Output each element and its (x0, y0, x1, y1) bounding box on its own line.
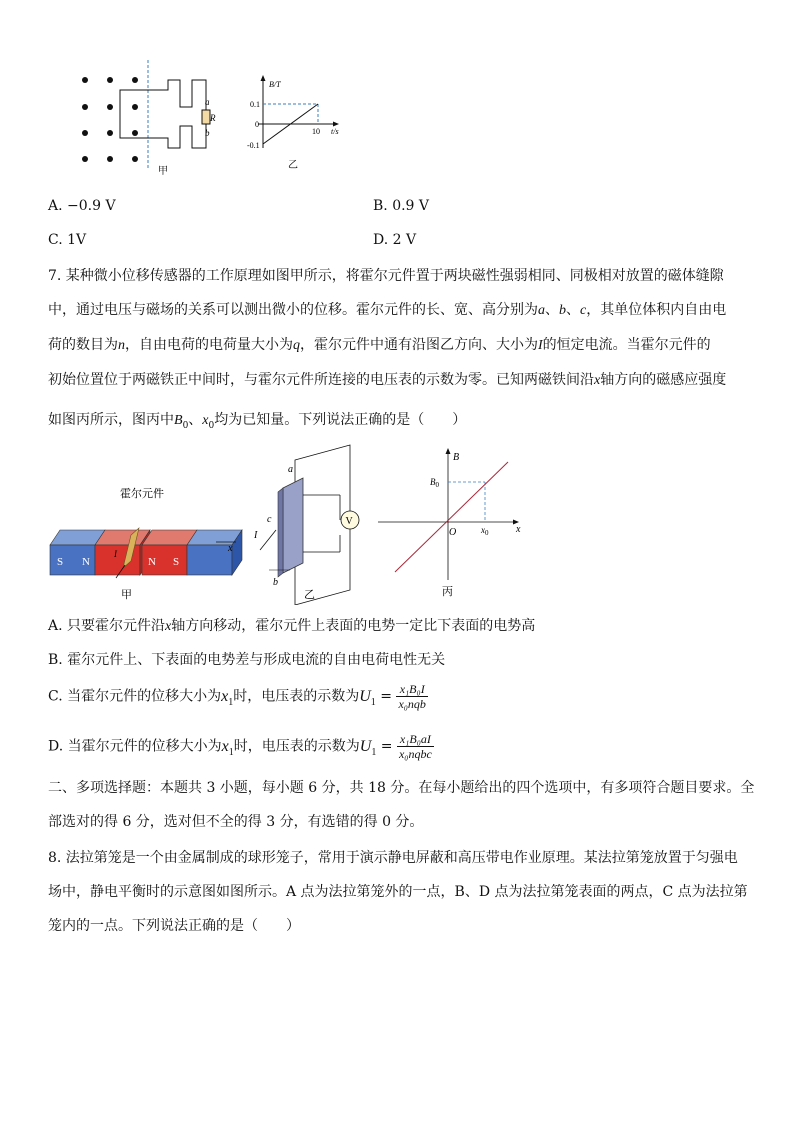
tick-01: 0.1 (250, 100, 260, 109)
section2-line-2: 部选对的得 6 分，选对但不全的得 3 分，有选错的得 0 分。 (48, 814, 424, 830)
b-axis-label: B/T (269, 80, 281, 89)
b-axis-label-bing: B (453, 452, 460, 463)
tick-10: 10 (312, 127, 320, 136)
q7-line-1: 7. 某种微小位移传感器的工作原理如图甲所示，将霍尔元件置于两块磁性强弱相同、同极相对放置的磁体缝隙 (48, 268, 724, 284)
magnet-n-right: N (148, 556, 156, 568)
q7-figure (40, 440, 540, 605)
label-a: a (205, 97, 210, 107)
q6-option-b: B. 0.9 V (373, 198, 430, 214)
label-jia: 甲 (158, 166, 168, 177)
label-c-yi: c (267, 514, 272, 525)
voltmeter-label: V (345, 516, 353, 527)
label-r: R (210, 113, 216, 123)
label-bing: 丙 (442, 586, 453, 598)
resistor-r (202, 110, 210, 124)
fraction-c: $\frac{\text{x₁B₀I}}{\text{x₀nqb}}$ (398, 682, 426, 711)
hall-plate-yi (283, 478, 303, 573)
q7-option-b: B. 霍尔元件上、下表面的电势差与形成电流的自由电荷电性无关 (48, 652, 446, 668)
magnet-s-left: S (57, 556, 64, 568)
tick-m01: -0.1 (247, 141, 260, 150)
q8-line-3: 笼内的一点。下列说法正确的是（ ） (48, 918, 300, 934)
current-i-left: I (114, 549, 117, 559)
label-yi-7: 乙 (304, 589, 315, 601)
q7-option-c: C. 当霍尔元件的位移大小为$x_1$时，电压表的示数为$U_1$ = $\frac{\text{x₁B₀I}}{\text{x₀nqb}}$ (48, 682, 426, 711)
tick-0: 0 (255, 120, 259, 129)
q8-line-1: 8. 法拉第笼是一个由金属制成的球形笼子，常用于演示静电屏蔽和高压带电作业原理。某法拉第笼放置于匀强电 (48, 850, 738, 866)
label-jia-7: 甲 (121, 589, 132, 601)
current-i-yi: I (254, 530, 258, 541)
x-axis-label-bing: x (516, 524, 521, 535)
magnet-s-right: S (173, 556, 180, 568)
coil-loop (120, 80, 206, 148)
q6-figure (60, 50, 360, 180)
right-magnet (142, 530, 242, 575)
label-b: b (205, 128, 210, 138)
x0-label: $x_0$ (481, 525, 489, 537)
q7-line-2: 中，通过电压与磁场的关系可以测出微小的位移。霍尔元件的长、宽、高分别为a、b、c，其单位体积内自由电 (48, 302, 727, 318)
q6-option-c: C. 1V (48, 232, 87, 248)
q7-line-5: 如图丙所示，图丙中$B_0$、$x_0$均为已知量。下列说法正确的是（ ） (48, 412, 467, 431)
b0-label: $B_0$ (430, 477, 439, 489)
q7-option-d: D. 当霍尔元件的位移大小为$x_1$时，电压表的示数为$U_1$ = $\frac{\text{x₁B₀aI}}{\text{x₀nqbc}}$ (48, 732, 432, 761)
t-axis-label: t/s (331, 127, 339, 136)
section2-line-1: 二、多项选择题：本题共 3 小题，每小题 6 分，共 18 分。在每小题给出的四个选项中，有多项符合题目要求。全 (48, 780, 755, 796)
q7-line-4: 初始位置位于两磁铁正中间时，与霍尔元件所连接的电压表的示数为零。已知两磁铁间沿x轴方向的磁感应强度 (48, 372, 727, 388)
hall-element-label: 霍尔元件 (120, 488, 164, 500)
magnet-n-left: N (82, 556, 90, 568)
label-yi: 乙 (288, 160, 298, 171)
label-a-yi: a (288, 464, 293, 475)
q6-option-a: A. −0.9 V (48, 198, 116, 214)
origin-label: O (449, 527, 457, 538)
x-axis-label-jia: x (228, 543, 233, 554)
label-b-yi: b (273, 577, 278, 588)
b-x-line (395, 462, 508, 572)
fraction-d: $\frac{\text{x₁B₀aI}}{\text{x₀nqbc}}$ (398, 732, 432, 761)
q8-line-2: 场中，静电平衡时的示意图如图所示。A 点为法拉第笼外的一点，B、D 点为法拉第笼表面的两点，C 点为法拉第 (48, 884, 748, 900)
q7-line-3: 荷的数目为n，自由电荷的电荷量大小为q，霍尔元件中通有沿图乙方向、大小为I的恒定电流。当霍尔元件的 (48, 337, 711, 353)
q7-option-a: A. 只要霍尔元件沿x轴方向移动，霍尔元件上表面的电势一定比下表面的电势高 (48, 618, 536, 634)
q6-option-d: D. 2 V (373, 232, 417, 248)
